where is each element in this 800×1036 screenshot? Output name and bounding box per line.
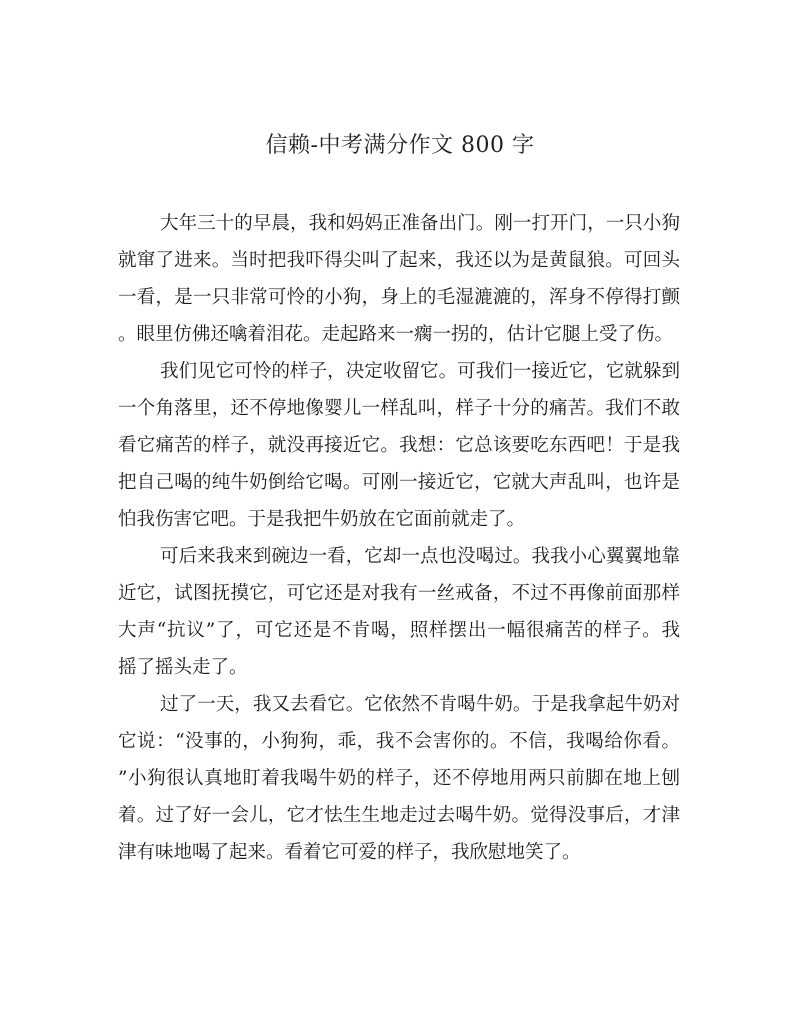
text-line: 可后来我来到碗边一看，它却一点也没喝过。我我小心翼翼地靠 (160, 546, 680, 567)
essay-body (118, 205, 680, 871)
text-line: 怕我伤害它吧。于是我把牛奶放在它面前就走了。 (118, 509, 526, 530)
text-line: 我们见它可怜的样子，决定收留它。可我们一接近它，它就躲到 (160, 361, 680, 382)
text-line: 把自己喝的纯牛奶倒给它喝。可刚一接近它，它就大声乱叫，也许是 (118, 472, 680, 493)
paragraph-2 (118, 353, 680, 538)
text-line: 摇了摇头走了。 (118, 657, 248, 678)
text-line: ”小狗很认真地盯着我喝牛奶的样子，还不停地用两只前脚在地上刨 (118, 768, 680, 789)
text-line: 大年三十的早晨，我和妈妈正准备出门。刚一打开门，一只小狗 (160, 213, 680, 234)
text-line: 就窜了进来。当时把我吓得尖叫了起来，我还以为是黄鼠狼。可回头 (118, 250, 680, 271)
text-line: 着。过了好一会儿，它才怯生生地走过去喝牛奶。觉得没事后，才津 (118, 805, 680, 826)
text-line: 一个角落里，还不停地像婴儿一样乱叫，样子十分的痛苦。我们不敢 (118, 398, 680, 419)
text-line: 津有味地喝了起来。看着它可爱的样子，我欣慰地笑了。 (118, 842, 581, 863)
text-line: 看它痛苦的样子，就没再接近它。我想：它总该要吃东西吧！于是我 (118, 435, 680, 456)
paragraph-3 (118, 538, 680, 686)
text-line: 一看，是一只非常可怜的小狗，身上的毛湿漉漉的，浑身不停得打颤 (118, 287, 680, 308)
text-line: 。眼里仿佛还噙着泪花。走起路来一瘸一拐的，估计它腿上受了伤。 (118, 324, 674, 345)
text-line: 近它，试图抚摸它，可它还是对我有一丝戒备，不过不再像前面那样 (118, 583, 680, 604)
paragraph-4 (118, 686, 680, 871)
text-line: 大声“抗议”了，可它还是不肯喝，照样摆出一幅很痛苦的样子。我 (118, 620, 680, 641)
document-title: 信赖-中考满分作文 800 字 (265, 133, 535, 158)
text-line: 过了一天，我又去看它。它依然不肯喝牛奶。于是我拿起牛奶对 (160, 694, 680, 715)
paragraph-1 (118, 205, 680, 353)
text-line: 它说：“没事的，小狗狗，乖，我不会害你的。不信，我喝给你看。 (118, 731, 680, 752)
